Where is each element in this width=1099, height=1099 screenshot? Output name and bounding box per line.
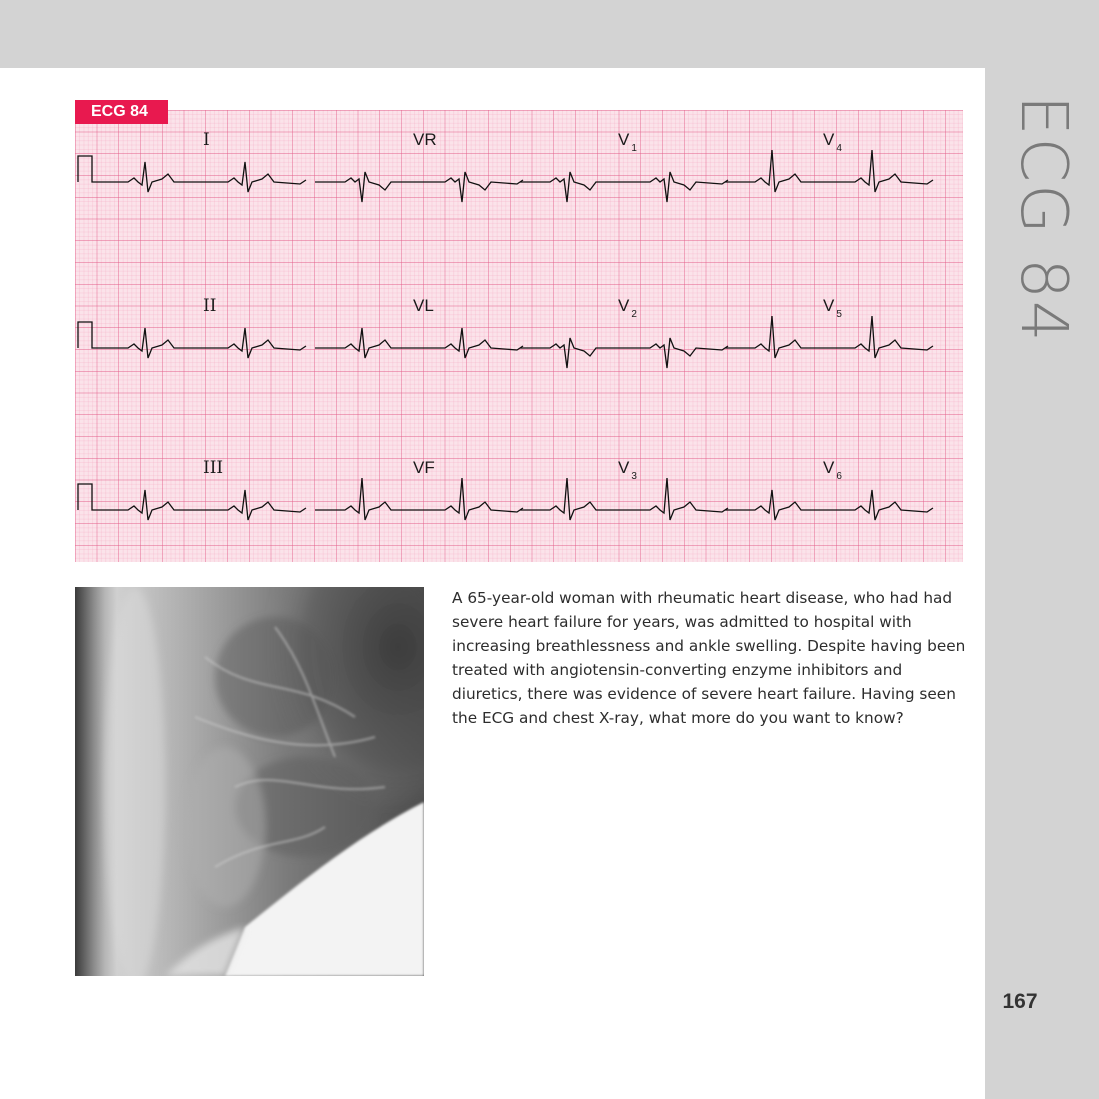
- ecg-tag: ECG 84: [75, 100, 168, 124]
- lead-label-iii: III: [203, 458, 224, 478]
- ecg-strip: [75, 110, 963, 562]
- lead-label-v3: V $_3$: [618, 458, 637, 482]
- lead-label-v4: V $_4$: [823, 130, 842, 154]
- lead-label-v6: V $_6$: [823, 458, 842, 482]
- lead-label-ii: II: [203, 296, 217, 316]
- lead-label-vr: VR: [413, 130, 437, 149]
- lead-label-vl: VL: [413, 296, 434, 315]
- lead-label-v5: V $_5$: [823, 296, 842, 320]
- side-title: ECG 84: [1006, 95, 1080, 344]
- lead-label-v2: V $_2$: [618, 296, 637, 320]
- chest-xray-image: [75, 587, 424, 976]
- case-description: A 65-year-old woman with rheumatic heart disease, who had had severe heart failure for years, was admitted to hospital with increasing breathlessness and ankle swelling. Despite having been treated with angiotensin-converting enzyme inhibitors and diuretics, there was evidence of severe heart failure. Having seen the ECG and chest X-ray, what more do you want to know?: [452, 589, 966, 727]
- page-number: 167: [1002, 990, 1038, 1013]
- top-band: [0, 0, 1099, 68]
- lead-label-v1: V $_1$: [618, 130, 637, 154]
- ecg-grid: [75, 110, 963, 562]
- lead-label-i: I: [203, 130, 210, 150]
- lead-label-vf: VF: [413, 458, 435, 477]
